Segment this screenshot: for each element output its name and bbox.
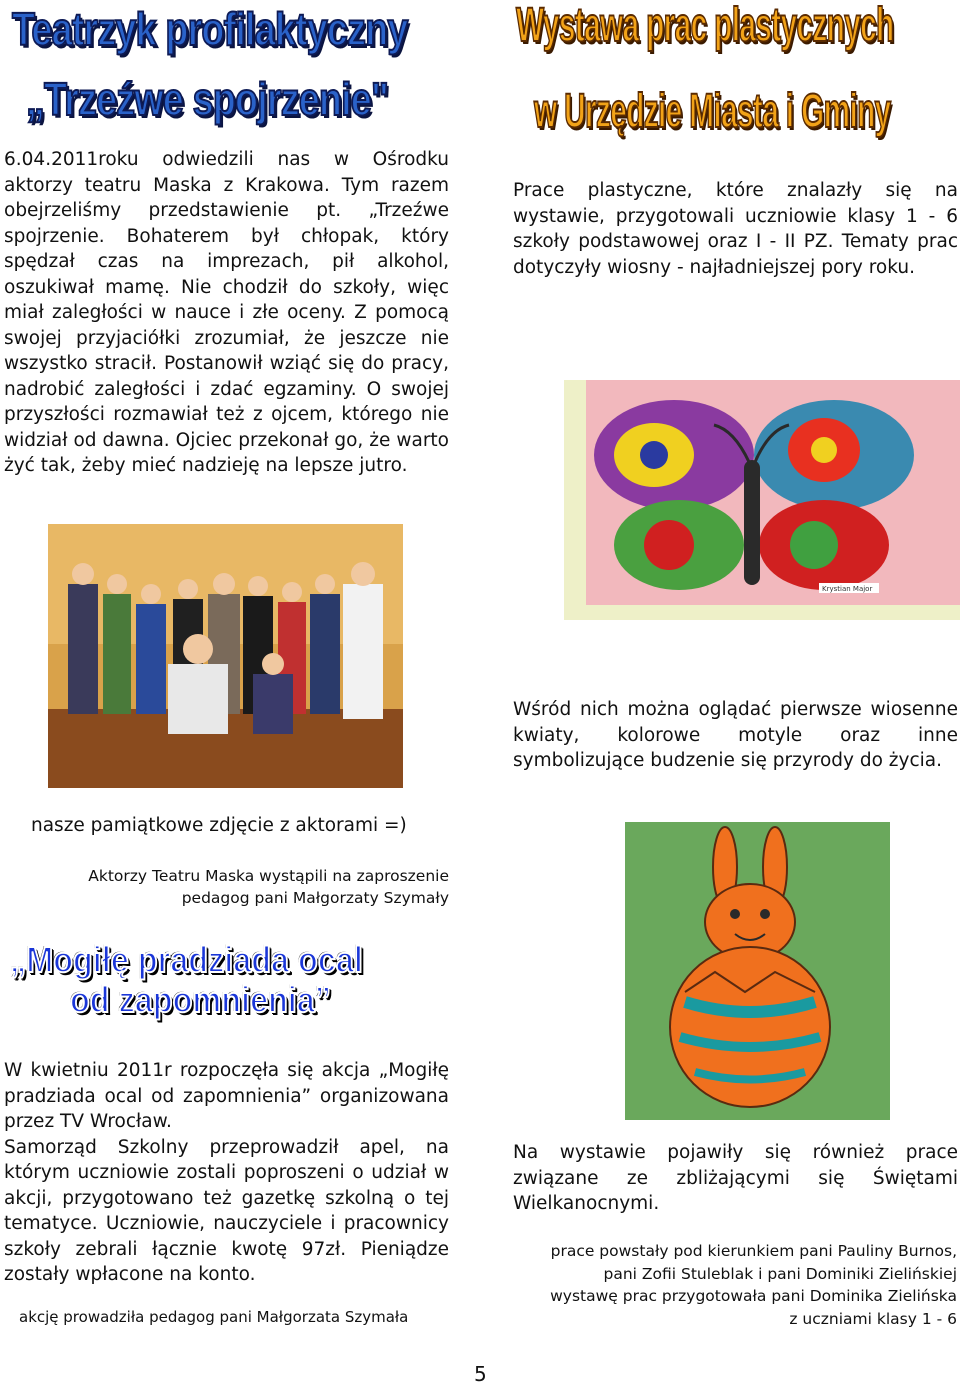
theatre-credit-line1: Aktorzy Teatru Maska wystąpili na zaproszenie [88, 867, 449, 885]
grave-article-paragraph2: Samorząd Szkolny przeprowadził apel, na którym uczniowie zostali poproszeni o udział w akcji, przygotowano też gazetkę szkolną o tej tematyce. Uczniowie, nauczyciele i pracownicy szkoły zebrali łącznie kwotę 97zł. Pieniądze zostały wpłacone na konto. [4, 1136, 449, 1285]
exhibition-paragraph1: Prace plastyczne, które znalazły się na wystawie, przygotowali uczniowie klasy 1 - 6 szkoły podstawowej oraz I - II PZ. Tematy prac dotyczyły wiosny - najładniejszej pory roku. [513, 180, 958, 278]
grave-article-text [4, 1058, 449, 1288]
exhibition-credit-line4: z uczniami klasy 1 - 6 [789, 1309, 957, 1328]
theatre-article-text: 6.04.2011roku odwiedzili nas w Ośrodku aktorzy teatru Maska z Krakowa. Tym razem obejrzeliśmy przedstawienie pt. „Trzeźwe spojrzenie. Bohaterem był chłopak, który spędzał czas na imprezach, pił alkohol, oszukiwał mamę. Nie chodził do szkoły, więc miał zaległości w nauce i złe oceny. Z pomocą swojej przyjaciółki zrozumiał, że jeszcze nie wszystko stracił. Postanowił wziąć się do pracy, nadrobić zaległości i zdać egzaminy. O swojej przyszłości rozmawiał też z ojcem, którego nie widział od dawna. Ojciec przekonał go, że warto żyć tak, żeby mieć nadzieję na lepsze jutro. [4, 149, 449, 476]
group-photo [48, 524, 403, 788]
exhibition-paragraph3: Na wystawie pojawiły się również prace związane ze zbliżającymi się Świętami Wielkanocnymi. [513, 1142, 958, 1214]
exhibition-credit [513, 1240, 957, 1330]
grave-article-paragraph1: W kwietniu 2011r rozpoczęła się akcja „Mogiłę pradziada ocal od zapomnienia” organizowana przez TV Wrocław. [4, 1060, 449, 1132]
bunny-artwork-photo [625, 822, 890, 1120]
exhibition-credit-line3: wystawę prac przygotowała pani Dominika Zielińska [550, 1287, 957, 1305]
article-title-grave-line2: od zapomnienia” [70, 979, 332, 1020]
article-title-theatre-line1: Teatrzyk profilaktyczny [12, 3, 408, 55]
grave-credit: akcję prowadziła pedagog pani Małgorzata Szymała [19, 1308, 409, 1326]
exhibition-credit-line2: pani Zofii Stuleblak i pani Dominiki Zielińskiej [603, 1264, 957, 1283]
butterfly-artwork-photo [564, 380, 960, 620]
bunny-artwork-image [625, 822, 890, 1120]
article-title-exhibition-line2: w Urzędzie Miasta i Gminy [534, 85, 891, 138]
page-number: 5 [474, 1362, 487, 1386]
exhibition-credit-line1: prace powstały pod kierunkiem pani Pauliny Burnos, [550, 1242, 957, 1260]
group-photo-image [48, 524, 403, 788]
group-photo-caption: nasze pamiątkowe zdjęcie z aktorami =) [31, 815, 407, 836]
theatre-credit [4, 865, 449, 909]
exhibition-paragraph2: Wśród nich można oglądać pierwsze wiosenne kwiaty, kolorowe motyle oraz inne symbolizujące budzenie się przyrody do życia. [513, 699, 958, 771]
butterfly-artwork-image [564, 380, 960, 620]
article-title-theatre-line2: „Trzeźwe spojrzenie" [26, 73, 389, 125]
article-title-exhibition-line1: Wystawa prac plastycznych [516, 0, 894, 52]
theatre-credit-line2: pedagog pani Małgorzaty Szymały [181, 889, 449, 907]
article-title-grave-line1: „Mogiłę pradziada ocal [10, 939, 363, 980]
butterfly-signature: Krystian Major [822, 585, 873, 593]
